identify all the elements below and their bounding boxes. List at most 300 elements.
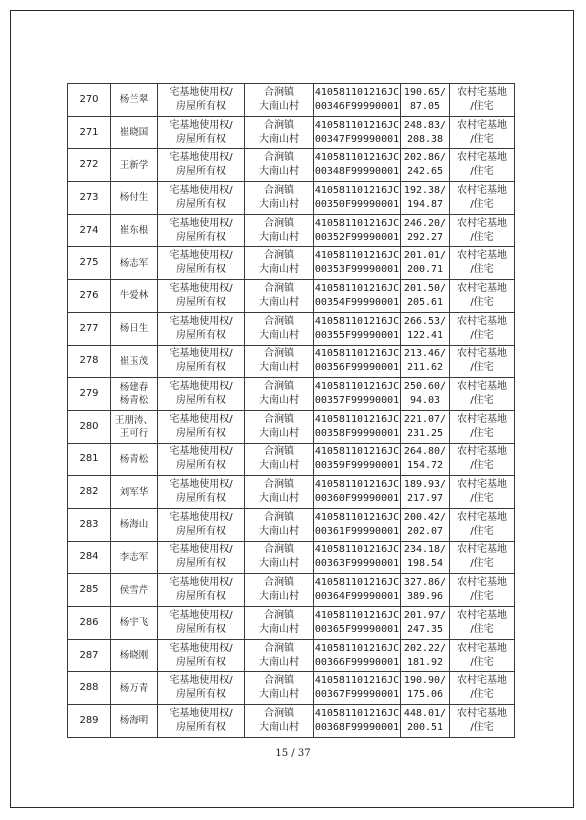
right-type-line: 房屋所有权 bbox=[176, 525, 226, 537]
unit-code-cell bbox=[314, 84, 401, 117]
unit-code-line: 410581101216JC bbox=[314, 217, 400, 229]
area-cell bbox=[401, 672, 450, 705]
unit-code-line: 410581101216JC bbox=[314, 642, 400, 654]
unit-code-line: 410581101216JC bbox=[314, 119, 400, 131]
unit-code-line: 00355F99990001 bbox=[314, 329, 400, 341]
area-line: 246.20/ bbox=[403, 217, 447, 229]
area-line: 154.72 bbox=[406, 460, 444, 472]
right-type-cell bbox=[158, 705, 245, 738]
right-type-line: 宅基地使用权/ bbox=[169, 511, 233, 523]
right-type-line: 房屋所有权 bbox=[176, 296, 226, 308]
area-line: 202.07 bbox=[406, 525, 444, 537]
table-row bbox=[68, 345, 515, 378]
area-line: 200.71 bbox=[406, 264, 444, 276]
owner-name-line: 杨兰翠 bbox=[119, 94, 149, 106]
owner-name-cell bbox=[111, 476, 158, 509]
location-cell bbox=[245, 312, 314, 345]
location-line: 大南山村 bbox=[259, 231, 299, 243]
usage-cell bbox=[450, 574, 515, 607]
unit-code-line: 00361F99990001 bbox=[314, 525, 400, 537]
location-cell bbox=[245, 345, 314, 378]
usage-cell bbox=[450, 476, 515, 509]
area-line: 200.51 bbox=[406, 721, 444, 733]
right-type-line: 房屋所有权 bbox=[176, 264, 226, 276]
right-type-cell bbox=[158, 312, 245, 345]
usage-line: /住宅 bbox=[470, 460, 494, 472]
area-line: 266.53/ bbox=[403, 315, 447, 327]
usage-cell bbox=[450, 214, 515, 247]
right-type-cell bbox=[158, 149, 245, 182]
area-line: 247.35 bbox=[406, 623, 444, 635]
right-type-line: 房屋所有权 bbox=[176, 460, 226, 472]
right-type-line: 宅基地使用权/ bbox=[169, 348, 233, 360]
table-body bbox=[68, 84, 515, 738]
right-type-line: 房屋所有权 bbox=[176, 623, 226, 635]
right-type-line: 宅基地使用权/ bbox=[169, 707, 233, 719]
location-line: 大南山村 bbox=[259, 296, 299, 308]
unit-code-line: 00357F99990001 bbox=[314, 395, 400, 407]
owner-name-line: 王可行 bbox=[119, 427, 149, 439]
usage-line: 农村宅基地 bbox=[457, 511, 507, 523]
owner-name-cell bbox=[111, 443, 158, 476]
area-line: 175.06 bbox=[406, 689, 444, 701]
owner-name-line: 杨海山 bbox=[119, 519, 149, 531]
location-line: 大南山村 bbox=[259, 493, 299, 505]
usage-line: /住宅 bbox=[470, 198, 494, 210]
row-number-cell: 276 bbox=[68, 280, 111, 313]
row-number-cell: 277 bbox=[68, 312, 111, 345]
right-type-line: 房屋所有权 bbox=[176, 656, 226, 668]
area-line: 202.22/ bbox=[403, 642, 447, 654]
table-row bbox=[68, 116, 515, 149]
area-line: 292.27 bbox=[406, 231, 444, 243]
owner-name-line: 王朋涛、 bbox=[114, 414, 153, 426]
usage-line: 农村宅基地 bbox=[457, 217, 507, 229]
location-line: 合涧镇 bbox=[264, 152, 294, 164]
unit-code-cell bbox=[314, 443, 401, 476]
location-line: 合涧镇 bbox=[264, 642, 294, 654]
right-type-line: 宅基地使用权/ bbox=[169, 446, 233, 458]
unit-code-cell bbox=[314, 378, 401, 411]
area-line: 327.86/ bbox=[403, 577, 447, 589]
location-line: 大南山村 bbox=[259, 623, 299, 635]
unit-code-cell bbox=[314, 574, 401, 607]
right-type-line: 宅基地使用权/ bbox=[169, 609, 233, 621]
unit-code-line: 00354F99990001 bbox=[314, 296, 400, 308]
area-cell bbox=[401, 378, 450, 411]
usage-cell bbox=[450, 312, 515, 345]
owner-name-line: 杨青松 bbox=[119, 395, 149, 407]
location-line: 大南山村 bbox=[259, 133, 299, 145]
usage-cell bbox=[450, 378, 515, 411]
usage-cell bbox=[450, 672, 515, 705]
right-type-line: 宅基地使用权/ bbox=[169, 184, 233, 196]
unit-code-line: 410581101216JC bbox=[314, 184, 400, 196]
owner-name-cell bbox=[111, 312, 158, 345]
usage-line: /住宅 bbox=[470, 623, 494, 635]
owner-name-line: 杨宇飞 bbox=[119, 617, 149, 629]
location-cell bbox=[245, 574, 314, 607]
usage-line: 农村宅基地 bbox=[457, 119, 507, 131]
unit-code-line: 00352F99990001 bbox=[314, 231, 400, 243]
owner-name-cell bbox=[111, 607, 158, 640]
area-line: 200.42/ bbox=[403, 511, 447, 523]
right-type-cell bbox=[158, 345, 245, 378]
area-cell bbox=[401, 705, 450, 738]
row-number-cell: 286 bbox=[68, 607, 111, 640]
table-row bbox=[68, 182, 515, 215]
right-type-cell bbox=[158, 607, 245, 640]
row-number-cell: 272 bbox=[68, 149, 111, 182]
right-type-cell bbox=[158, 574, 245, 607]
area-cell bbox=[401, 443, 450, 476]
row-number-cell: 279 bbox=[68, 378, 111, 411]
usage-line: 农村宅基地 bbox=[457, 152, 507, 164]
area-line: 250.60/ bbox=[403, 381, 447, 393]
usage-line: 农村宅基地 bbox=[457, 675, 507, 687]
usage-line: /住宅 bbox=[470, 100, 494, 112]
row-number-cell: 273 bbox=[68, 182, 111, 215]
right-type-cell bbox=[158, 378, 245, 411]
right-type-cell bbox=[158, 541, 245, 574]
usage-cell bbox=[450, 84, 515, 117]
right-type-line: 宅基地使用权/ bbox=[169, 250, 233, 262]
area-line: 190.65/ bbox=[403, 86, 447, 98]
location-line: 大南山村 bbox=[259, 460, 299, 472]
location-line: 大南山村 bbox=[259, 591, 299, 603]
area-cell bbox=[401, 410, 450, 443]
area-cell bbox=[401, 182, 450, 215]
unit-code-cell bbox=[314, 672, 401, 705]
right-type-line: 房屋所有权 bbox=[176, 231, 226, 243]
right-type-line: 宅基地使用权/ bbox=[169, 86, 233, 98]
location-line: 大南山村 bbox=[259, 558, 299, 570]
right-type-line: 房屋所有权 bbox=[176, 166, 226, 178]
right-type-line: 宅基地使用权/ bbox=[169, 577, 233, 589]
usage-line: /住宅 bbox=[470, 329, 494, 341]
location-line: 大南山村 bbox=[259, 264, 299, 276]
location-cell bbox=[245, 84, 314, 117]
area-cell bbox=[401, 639, 450, 672]
unit-code-line: 00348F99990001 bbox=[314, 166, 400, 178]
right-type-cell bbox=[158, 639, 245, 672]
area-line: 211.62 bbox=[406, 362, 444, 374]
row-number-cell: 284 bbox=[68, 541, 111, 574]
area-cell bbox=[401, 508, 450, 541]
row-number-cell: 271 bbox=[68, 116, 111, 149]
location-line: 合涧镇 bbox=[264, 315, 294, 327]
row-number-cell: 280 bbox=[68, 410, 111, 443]
area-line: 208.38 bbox=[406, 133, 444, 145]
owner-name-cell bbox=[111, 541, 158, 574]
usage-cell bbox=[450, 508, 515, 541]
area-line: 205.61 bbox=[406, 296, 444, 308]
area-line: 213.46/ bbox=[403, 348, 447, 360]
table-row bbox=[68, 410, 515, 443]
usage-line: /住宅 bbox=[470, 427, 494, 439]
usage-line: /住宅 bbox=[470, 558, 494, 570]
unit-code-cell bbox=[314, 280, 401, 313]
usage-line: 农村宅基地 bbox=[457, 250, 507, 262]
area-cell bbox=[401, 247, 450, 280]
area-line: 201.50/ bbox=[403, 282, 447, 294]
right-type-line: 宅基地使用权/ bbox=[169, 413, 233, 425]
table-row bbox=[68, 541, 515, 574]
unit-code-line: 410581101216JC bbox=[314, 250, 400, 262]
usage-line: /住宅 bbox=[470, 264, 494, 276]
owner-name-line: 侯雪芹 bbox=[119, 584, 149, 596]
usage-cell bbox=[450, 149, 515, 182]
unit-code-line: 410581101216JC bbox=[314, 707, 400, 719]
right-type-cell bbox=[158, 672, 245, 705]
area-cell bbox=[401, 280, 450, 313]
unit-code-line: 410581101216JC bbox=[314, 609, 400, 621]
location-line: 合涧镇 bbox=[264, 707, 294, 719]
table-row bbox=[68, 476, 515, 509]
unit-code-line: 410581101216JC bbox=[314, 479, 400, 491]
location-line: 合涧镇 bbox=[264, 413, 294, 425]
right-type-line: 宅基地使用权/ bbox=[169, 282, 233, 294]
right-type-cell bbox=[158, 182, 245, 215]
owner-name-cell bbox=[111, 672, 158, 705]
owner-name-line: 崔玉茂 bbox=[119, 355, 149, 367]
location-line: 大南山村 bbox=[259, 100, 299, 112]
usage-line: /住宅 bbox=[470, 525, 494, 537]
owner-name-line: 杨建春 bbox=[119, 382, 149, 394]
row-number-cell: 270 bbox=[68, 84, 111, 117]
table-row bbox=[68, 672, 515, 705]
table-row bbox=[68, 378, 515, 411]
location-cell bbox=[245, 541, 314, 574]
right-type-cell bbox=[158, 280, 245, 313]
area-line: 190.90/ bbox=[403, 675, 447, 687]
unit-code-cell bbox=[314, 410, 401, 443]
right-type-cell bbox=[158, 214, 245, 247]
table-row bbox=[68, 247, 515, 280]
unit-code-line: 00363F99990001 bbox=[314, 558, 400, 570]
unit-code-line: 00364F99990001 bbox=[314, 591, 400, 603]
area-line: 248.83/ bbox=[403, 119, 447, 131]
usage-line: /住宅 bbox=[470, 166, 494, 178]
usage-line: 农村宅基地 bbox=[457, 86, 507, 98]
area-cell bbox=[401, 607, 450, 640]
area-cell bbox=[401, 312, 450, 345]
unit-code-line: 00346F99990001 bbox=[314, 100, 400, 112]
owner-name-cell bbox=[111, 345, 158, 378]
location-line: 合涧镇 bbox=[264, 217, 294, 229]
area-line: 389.96 bbox=[406, 591, 444, 603]
unit-code-line: 00359F99990001 bbox=[314, 460, 400, 472]
owner-name-line: 崔东根 bbox=[119, 225, 149, 237]
area-line: 264.80/ bbox=[403, 446, 447, 458]
right-type-line: 房屋所有权 bbox=[176, 395, 226, 407]
unit-code-line: 00368F99990001 bbox=[314, 721, 400, 733]
right-type-line: 宅基地使用权/ bbox=[169, 381, 233, 393]
row-number-cell: 274 bbox=[68, 214, 111, 247]
owner-name-cell bbox=[111, 705, 158, 738]
right-type-cell bbox=[158, 247, 245, 280]
usage-line: /住宅 bbox=[470, 133, 494, 145]
area-line: 221.07/ bbox=[403, 413, 447, 425]
table-row bbox=[68, 280, 515, 313]
owner-name-cell bbox=[111, 574, 158, 607]
right-type-line: 房屋所有权 bbox=[176, 493, 226, 505]
location-line: 合涧镇 bbox=[264, 577, 294, 589]
location-line: 合涧镇 bbox=[264, 184, 294, 196]
area-line: 202.86/ bbox=[403, 152, 447, 164]
usage-cell bbox=[450, 280, 515, 313]
unit-code-line: 00367F99990001 bbox=[314, 689, 400, 701]
location-cell bbox=[245, 476, 314, 509]
row-number-cell: 287 bbox=[68, 639, 111, 672]
unit-code-cell bbox=[314, 312, 401, 345]
unit-code-line: 00347F99990001 bbox=[314, 133, 400, 145]
right-type-line: 房屋所有权 bbox=[176, 100, 226, 112]
table-row bbox=[68, 705, 515, 738]
unit-code-line: 410581101216JC bbox=[314, 544, 400, 556]
owner-name-line: 杨志军 bbox=[119, 257, 149, 269]
unit-code-cell bbox=[314, 639, 401, 672]
table-row bbox=[68, 443, 515, 476]
owner-name-line: 杨海明 bbox=[119, 715, 149, 727]
location-line: 合涧镇 bbox=[264, 119, 294, 131]
location-cell bbox=[245, 378, 314, 411]
usage-line: 农村宅基地 bbox=[457, 315, 507, 327]
location-cell bbox=[245, 280, 314, 313]
area-cell bbox=[401, 149, 450, 182]
unit-code-line: 410581101216JC bbox=[314, 511, 400, 523]
unit-code-line: 00365F99990001 bbox=[314, 623, 400, 635]
table-row bbox=[68, 149, 515, 182]
row-number-cell: 283 bbox=[68, 508, 111, 541]
area-cell bbox=[401, 84, 450, 117]
unit-code-cell bbox=[314, 214, 401, 247]
owner-name-line: 刘军华 bbox=[119, 486, 149, 498]
usage-line: 农村宅基地 bbox=[457, 544, 507, 556]
right-type-cell bbox=[158, 476, 245, 509]
area-line: 201.01/ bbox=[403, 250, 447, 262]
location-cell bbox=[245, 443, 314, 476]
usage-line: 农村宅基地 bbox=[457, 609, 507, 621]
location-cell bbox=[245, 508, 314, 541]
right-type-line: 宅基地使用权/ bbox=[169, 642, 233, 654]
area-line: 189.93/ bbox=[403, 479, 447, 491]
right-type-line: 房屋所有权 bbox=[176, 558, 226, 570]
row-number-cell: 281 bbox=[68, 443, 111, 476]
area-line: 87.05 bbox=[409, 100, 441, 112]
area-line: 217.97 bbox=[406, 493, 444, 505]
unit-code-line: 410581101216JC bbox=[314, 675, 400, 687]
right-type-cell bbox=[158, 116, 245, 149]
location-line: 合涧镇 bbox=[264, 479, 294, 491]
table-row bbox=[68, 639, 515, 672]
usage-cell bbox=[450, 443, 515, 476]
row-number-cell: 275 bbox=[68, 247, 111, 280]
right-type-line: 房屋所有权 bbox=[176, 591, 226, 603]
unit-code-cell bbox=[314, 116, 401, 149]
location-cell bbox=[245, 116, 314, 149]
owner-name-line: 李志军 bbox=[119, 551, 149, 563]
right-type-line: 宅基地使用权/ bbox=[169, 544, 233, 556]
unit-code-line: 410581101216JC bbox=[314, 413, 400, 425]
row-number-cell: 289 bbox=[68, 705, 111, 738]
right-type-line: 宅基地使用权/ bbox=[169, 217, 233, 229]
row-number-cell: 288 bbox=[68, 672, 111, 705]
table-row bbox=[68, 574, 515, 607]
area-cell bbox=[401, 214, 450, 247]
location-line: 合涧镇 bbox=[264, 511, 294, 523]
location-line: 合涧镇 bbox=[264, 675, 294, 687]
right-type-cell bbox=[158, 84, 245, 117]
usage-cell bbox=[450, 607, 515, 640]
unit-code-line: 00353F99990001 bbox=[314, 264, 400, 276]
owner-name-line: 王新学 bbox=[119, 159, 149, 171]
location-line: 合涧镇 bbox=[264, 609, 294, 621]
location-line: 大南山村 bbox=[259, 427, 299, 439]
location-line: 大南山村 bbox=[259, 395, 299, 407]
usage-line: /住宅 bbox=[470, 591, 494, 603]
area-line: 194.87 bbox=[406, 198, 444, 210]
right-type-cell bbox=[158, 410, 245, 443]
unit-code-line: 410581101216JC bbox=[314, 381, 400, 393]
usage-line: /住宅 bbox=[470, 296, 494, 308]
owner-name-line: 崔晓国 bbox=[119, 127, 149, 139]
right-type-line: 宅基地使用权/ bbox=[169, 315, 233, 327]
right-type-line: 宅基地使用权/ bbox=[169, 119, 233, 131]
row-number-cell: 282 bbox=[68, 476, 111, 509]
page-number: 15 / 37 bbox=[275, 748, 311, 759]
usage-line: /住宅 bbox=[470, 656, 494, 668]
owner-name-cell bbox=[111, 84, 158, 117]
unit-code-line: 410581101216JC bbox=[314, 446, 400, 458]
table-row bbox=[68, 84, 515, 117]
usage-line: 农村宅基地 bbox=[457, 577, 507, 589]
right-type-cell bbox=[158, 443, 245, 476]
usage-line: /住宅 bbox=[470, 689, 494, 701]
unit-code-line: 00356F99990001 bbox=[314, 362, 400, 374]
area-line: 201.97/ bbox=[403, 609, 447, 621]
usage-cell bbox=[450, 116, 515, 149]
unit-code-line: 00358F99990001 bbox=[314, 427, 400, 439]
usage-line: 农村宅基地 bbox=[457, 479, 507, 491]
area-line: 242.65 bbox=[406, 166, 444, 178]
area-line: 181.92 bbox=[406, 656, 444, 668]
location-line: 大南山村 bbox=[259, 525, 299, 537]
unit-code-line: 410581101216JC bbox=[314, 152, 400, 164]
usage-line: 农村宅基地 bbox=[457, 282, 507, 294]
right-type-line: 宅基地使用权/ bbox=[169, 152, 233, 164]
unit-code-cell bbox=[314, 345, 401, 378]
right-type-line: 房屋所有权 bbox=[176, 198, 226, 210]
usage-cell bbox=[450, 541, 515, 574]
area-line: 192.38/ bbox=[403, 184, 447, 196]
area-cell bbox=[401, 574, 450, 607]
owner-name-line: 杨付生 bbox=[119, 192, 149, 204]
right-type-line: 房屋所有权 bbox=[176, 721, 226, 733]
usage-cell bbox=[450, 345, 515, 378]
location-cell bbox=[245, 410, 314, 443]
row-number-cell: 278 bbox=[68, 345, 111, 378]
location-line: 合涧镇 bbox=[264, 250, 294, 262]
document-page bbox=[10, 10, 574, 808]
location-line: 合涧镇 bbox=[264, 544, 294, 556]
usage-line: 农村宅基地 bbox=[457, 707, 507, 719]
location-line: 大南山村 bbox=[259, 656, 299, 668]
unit-code-line: 410581101216JC bbox=[314, 282, 400, 294]
usage-cell bbox=[450, 705, 515, 738]
area-line: 94.03 bbox=[409, 395, 441, 407]
unit-code-cell bbox=[314, 607, 401, 640]
